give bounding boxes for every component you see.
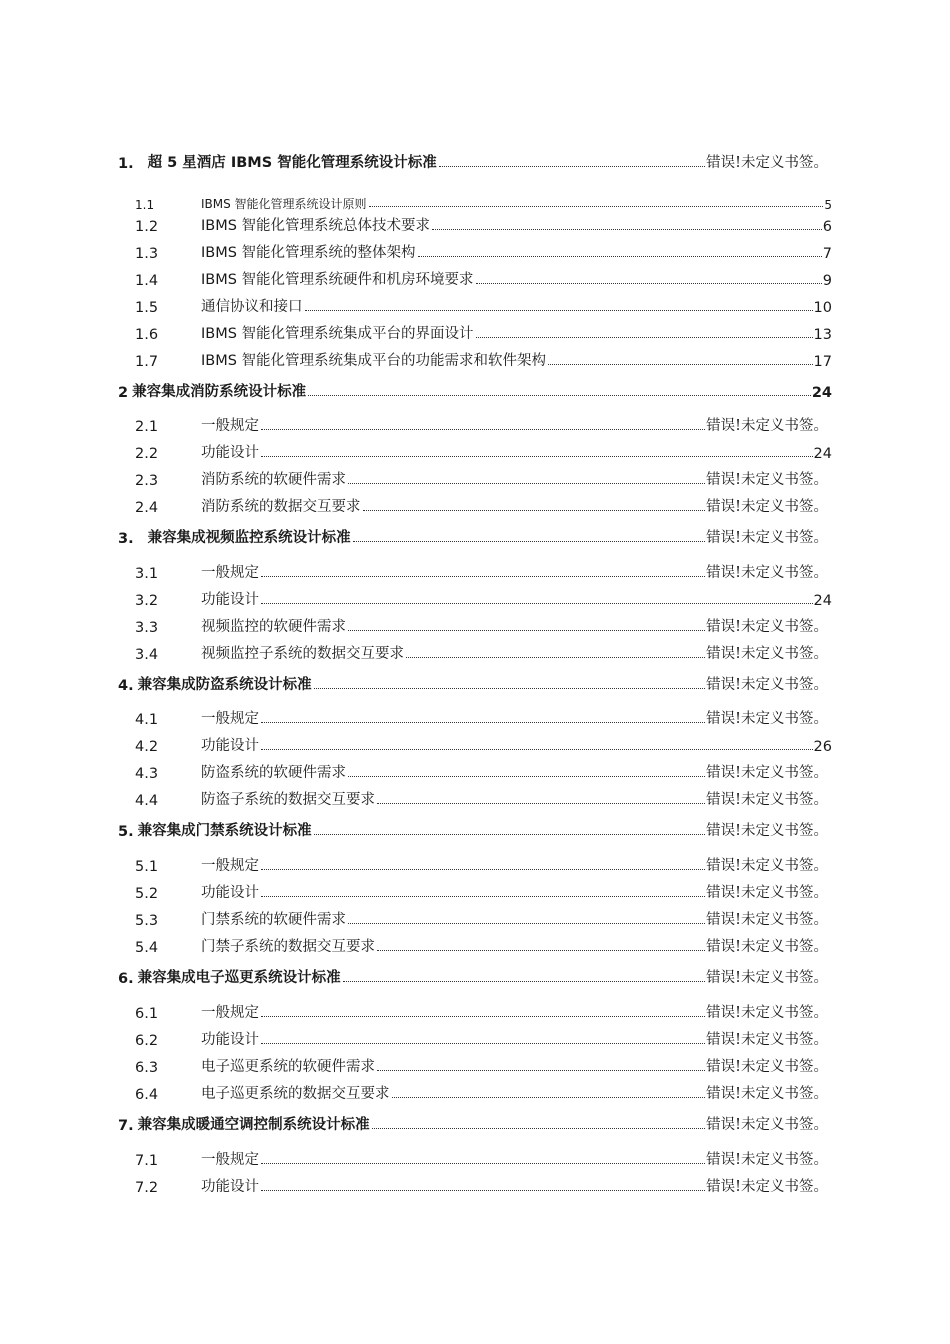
toc-section-entry[interactable] [135, 587, 832, 609]
toc-section-entry[interactable] [135, 321, 832, 343]
toc-dot-leader [418, 256, 822, 257]
toc-page-number: 24 [811, 385, 832, 401]
toc-entry-title: 防盗子系统的数据交互要求 [201, 792, 375, 808]
toc-entry-title: 兼容集成门禁系统设计标准 [137, 823, 312, 839]
toc-entry-number: 2 [118, 385, 129, 401]
toc-dot-leader [261, 1016, 705, 1017]
toc-section-entry[interactable] [135, 1081, 828, 1103]
toc-dot-leader [372, 1128, 706, 1129]
toc-bookmark-error: 错误!未定义书签。 [706, 858, 828, 874]
toc-entry-title: 防盗系统的软硬件需求 [201, 765, 346, 781]
toc-dot-leader [261, 722, 705, 723]
toc-dot-leader [261, 896, 705, 897]
toc-entry-title: IBMS 智能化管理系统集成平台的功能需求和软件架构 [201, 353, 547, 369]
toc-entry-title: 兼容集成暖通空调控制系统设计标准 [137, 1117, 370, 1133]
toc-page-number: 5 [824, 198, 832, 212]
toc-section-entry[interactable] [135, 240, 832, 262]
toc-dot-leader [261, 576, 705, 577]
toc-entry-title: IBMS 智能化管理系统的整体架构 [201, 245, 416, 261]
toc-section-entry[interactable] [135, 467, 828, 489]
toc-entry-number: 5.3 [135, 913, 159, 929]
toc-dot-leader [261, 429, 705, 430]
toc-dot-leader [348, 483, 705, 484]
toc-entry-number: 3.3 [135, 620, 159, 636]
toc-bookmark-error: 错误!未定义书签。 [706, 619, 828, 635]
toc-bookmark-error: 错误!未定义书签。 [706, 792, 828, 808]
toc-dot-leader [261, 1163, 705, 1164]
toc-bookmark-error: 错误!未定义书签。 [706, 1179, 828, 1195]
toc-dot-leader [314, 834, 706, 835]
toc-dot-leader [377, 950, 705, 951]
toc-chapter-entry[interactable] [118, 672, 828, 694]
toc-dot-leader [548, 364, 813, 365]
toc-page-number: 10 [813, 300, 832, 316]
toc-bookmark-error: 错误!未定义书签。 [706, 677, 828, 693]
toc-bookmark-error: 错误!未定义书签。 [706, 472, 828, 488]
toc-dot-leader [308, 395, 811, 396]
toc-entry-title: 视频监控子系统的数据交互要求 [201, 646, 404, 662]
toc-entry-number: 2.4 [135, 500, 159, 516]
toc-entry-title: IBMS 智能化管理系统总体技术要求 [201, 218, 431, 234]
toc-entry-number: 4.2 [135, 739, 159, 755]
toc-section-entry[interactable] [135, 1054, 828, 1076]
toc-entry-number: 5.2 [135, 886, 159, 902]
toc-dot-leader [377, 803, 705, 804]
toc-bookmark-error: 错误!未定义书签。 [706, 823, 828, 839]
toc-section-entry[interactable] [135, 190, 832, 212]
toc-dot-leader [261, 1043, 705, 1044]
toc-dot-leader [476, 283, 822, 284]
toc-section-entry[interactable] [135, 348, 832, 370]
toc-section-entry[interactable] [135, 267, 832, 289]
toc-bookmark-error: 错误!未定义书签。 [706, 155, 828, 171]
toc-dot-leader [406, 657, 705, 658]
toc-bookmark-error: 错误!未定义书签。 [706, 418, 828, 434]
toc-bookmark-error: 错误!未定义书签。 [706, 912, 828, 928]
toc-entry-title: 电子巡更系统的软硬件需求 [201, 1059, 375, 1075]
toc-entry-title: 兼容集成电子巡更系统设计标准 [137, 970, 341, 986]
toc-entry-title: 一般规定 [201, 858, 259, 874]
toc-entry-title: 功能设计 [201, 592, 259, 608]
toc-entry-title: 兼容集成消防系统设计标准 [132, 384, 307, 400]
toc-dot-leader [343, 981, 706, 982]
toc-section-entry[interactable] [135, 853, 828, 875]
toc-dot-leader [377, 1070, 705, 1071]
toc-entry-number: 7.1 [135, 1153, 159, 1169]
toc-entry-number: 3.4 [135, 647, 159, 663]
toc-entry-title: 功能设计 [201, 885, 259, 901]
toc-entry-number: 1.2 [135, 219, 159, 235]
toc-dot-leader [261, 603, 813, 604]
toc-dot-leader [353, 541, 706, 542]
toc-chapter-entry[interactable] [118, 525, 828, 547]
toc-section-entry[interactable] [135, 614, 828, 636]
toc-bookmark-error: 错误!未定义书签。 [706, 499, 828, 515]
toc-page-number: 13 [813, 327, 832, 343]
toc-entry-title: 门禁系统的软硬件需求 [201, 912, 346, 928]
toc-entry-number: 7. [118, 1118, 134, 1134]
toc-dot-leader [439, 166, 705, 167]
toc-section-entry[interactable] [135, 213, 832, 235]
toc-entry-title: 电子巡更系统的数据交互要求 [201, 1086, 390, 1102]
toc-dot-leader [261, 869, 705, 870]
toc-section-entry[interactable] [135, 706, 828, 728]
toc-entry-number: 4. [118, 678, 134, 694]
toc-entry-title: 消防系统的软硬件需求 [201, 472, 346, 488]
toc-entry-number: 4.1 [135, 712, 159, 728]
toc-page-number: 26 [813, 739, 832, 755]
toc-entry-number: 2.3 [135, 473, 159, 489]
toc-dot-leader [476, 337, 813, 338]
toc-chapter-entry[interactable] [118, 818, 828, 840]
toc-bookmark-error: 错误!未定义书签。 [706, 1086, 828, 1102]
toc-bookmark-error: 错误!未定义书签。 [706, 765, 828, 781]
toc-chapter-entry[interactable] [118, 1112, 828, 1134]
toc-bookmark-error: 错误!未定义书签。 [706, 565, 828, 581]
toc-entry-number: 3. [118, 531, 134, 547]
toc-section-entry[interactable] [135, 880, 828, 902]
toc-entry-number: 1.6 [135, 327, 159, 343]
toc-entry-title: 兼容集成防盗系统设计标准 [137, 677, 312, 693]
toc-chapter-entry[interactable] [118, 379, 832, 401]
toc-entry-title: 一般规定 [201, 418, 259, 434]
toc-page-number: 9 [822, 273, 832, 289]
toc-entry-number: 4.4 [135, 793, 159, 809]
toc-entry-title: 一般规定 [201, 1005, 259, 1021]
toc-bookmark-error: 错误!未定义书签。 [706, 1005, 828, 1021]
toc-bookmark-error: 错误!未定义书签。 [706, 1059, 828, 1075]
toc-entry-title: 通信协议和接口 [201, 299, 303, 315]
toc-chapter-entry[interactable] [118, 150, 828, 172]
toc-dot-leader [261, 1190, 705, 1191]
toc-entry-number: 1.3 [135, 246, 159, 262]
toc-section-entry[interactable] [135, 934, 828, 956]
toc-entry-number: 4.3 [135, 766, 159, 782]
toc-section-entry[interactable] [135, 1147, 828, 1169]
toc-section-entry[interactable] [135, 760, 828, 782]
toc-dot-leader [314, 688, 706, 689]
toc-entry-number: 6.3 [135, 1060, 159, 1076]
toc-entry-title: 消防系统的数据交互要求 [201, 499, 361, 515]
toc-dot-leader [261, 749, 813, 750]
toc-section-entry[interactable] [135, 641, 828, 663]
toc-entry-title: 功能设计 [201, 445, 259, 461]
toc-dot-leader [369, 206, 824, 207]
toc-entry-number: 1.4 [135, 273, 159, 289]
toc-entry-number: 1.7 [135, 354, 159, 370]
toc-chapter-entry[interactable] [118, 965, 828, 987]
toc-entry-number: 7.2 [135, 1180, 159, 1196]
toc-entry-title: IBMS 智能化管理系统设计原则 [201, 197, 367, 211]
toc-dot-leader [348, 776, 705, 777]
toc-section-entry[interactable] [135, 1000, 828, 1022]
toc-section-entry[interactable] [135, 560, 828, 582]
toc-entry-number: 1.1 [135, 198, 155, 212]
toc-page-number: 17 [813, 354, 832, 370]
toc-entry-number: 3.1 [135, 566, 159, 582]
toc-section-entry[interactable] [135, 294, 832, 316]
toc-bookmark-error: 错误!未定义书签。 [706, 646, 828, 662]
toc-bookmark-error: 错误!未定义书签。 [706, 885, 828, 901]
toc-entry-title: IBMS 智能化管理系统集成平台的界面设计 [201, 326, 474, 342]
toc-section-entry[interactable] [135, 440, 832, 462]
toc-entry-number: 5.1 [135, 859, 159, 875]
toc-entry-title: 一般规定 [201, 565, 259, 581]
toc-bookmark-error: 错误!未定义书签。 [706, 970, 828, 986]
toc-entry-title: 功能设计 [201, 738, 259, 754]
toc-bookmark-error: 错误!未定义书签。 [706, 939, 828, 955]
toc-dot-leader [392, 1097, 706, 1098]
toc-entry-number: 2.1 [135, 419, 159, 435]
toc-entry-title: 一般规定 [201, 711, 259, 727]
toc-bookmark-error: 错误!未定义书签。 [706, 530, 828, 546]
toc-dot-leader [348, 923, 705, 924]
toc-entry-number: 6. [118, 971, 134, 987]
toc-entry-number: 1.5 [135, 300, 159, 316]
toc-entry-title: 功能设计 [201, 1032, 259, 1048]
toc-entry-number: 2.2 [135, 446, 159, 462]
toc-bookmark-error: 错误!未定义书签。 [706, 1152, 828, 1168]
toc-section-entry[interactable] [135, 413, 828, 435]
toc-page-number: 7 [822, 246, 832, 262]
toc-page-number: 6 [822, 219, 832, 235]
toc-entry-title: 兼容集成视频监控系统设计标准 [147, 530, 351, 546]
toc-section-entry[interactable] [135, 787, 828, 809]
toc-bookmark-error: 错误!未定义书签。 [706, 1032, 828, 1048]
toc-section-entry[interactable] [135, 1174, 828, 1196]
toc-entry-number: 6.4 [135, 1087, 159, 1103]
toc-section-entry[interactable] [135, 1027, 828, 1049]
toc-section-entry[interactable] [135, 733, 832, 755]
toc-entry-number: 5. [118, 824, 134, 840]
toc-dot-leader [305, 310, 813, 311]
toc-page-number: 24 [813, 446, 832, 462]
toc-entry-number: 6.1 [135, 1006, 159, 1022]
toc-section-entry[interactable] [135, 907, 828, 929]
toc-dot-leader [363, 510, 706, 511]
toc-entry-number: 3.2 [135, 593, 159, 609]
toc-bookmark-error: 错误!未定义书签。 [706, 711, 828, 727]
toc-entry-title: 功能设计 [201, 1179, 259, 1195]
toc-entry-title: 超 5 星酒店 IBMS 智能化管理系统设计标准 [147, 155, 437, 171]
toc-entry-number: 5.4 [135, 940, 159, 956]
toc-page-number: 24 [813, 593, 832, 609]
toc-entry-title: 门禁子系统的数据交互要求 [201, 939, 375, 955]
toc-dot-leader [432, 229, 822, 230]
toc-section-entry[interactable] [135, 494, 828, 516]
toc-dot-leader [261, 456, 813, 457]
toc-entry-title: 一般规定 [201, 1152, 259, 1168]
toc-entry-title: IBMS 智能化管理系统硬件和机房环境要求 [201, 272, 474, 288]
toc-entry-number: 1. [118, 156, 134, 172]
toc-entry-number: 6.2 [135, 1033, 159, 1049]
toc-entry-title: 视频监控的软硬件需求 [201, 619, 346, 635]
toc-bookmark-error: 错误!未定义书签。 [706, 1117, 828, 1133]
toc-dot-leader [348, 630, 705, 631]
